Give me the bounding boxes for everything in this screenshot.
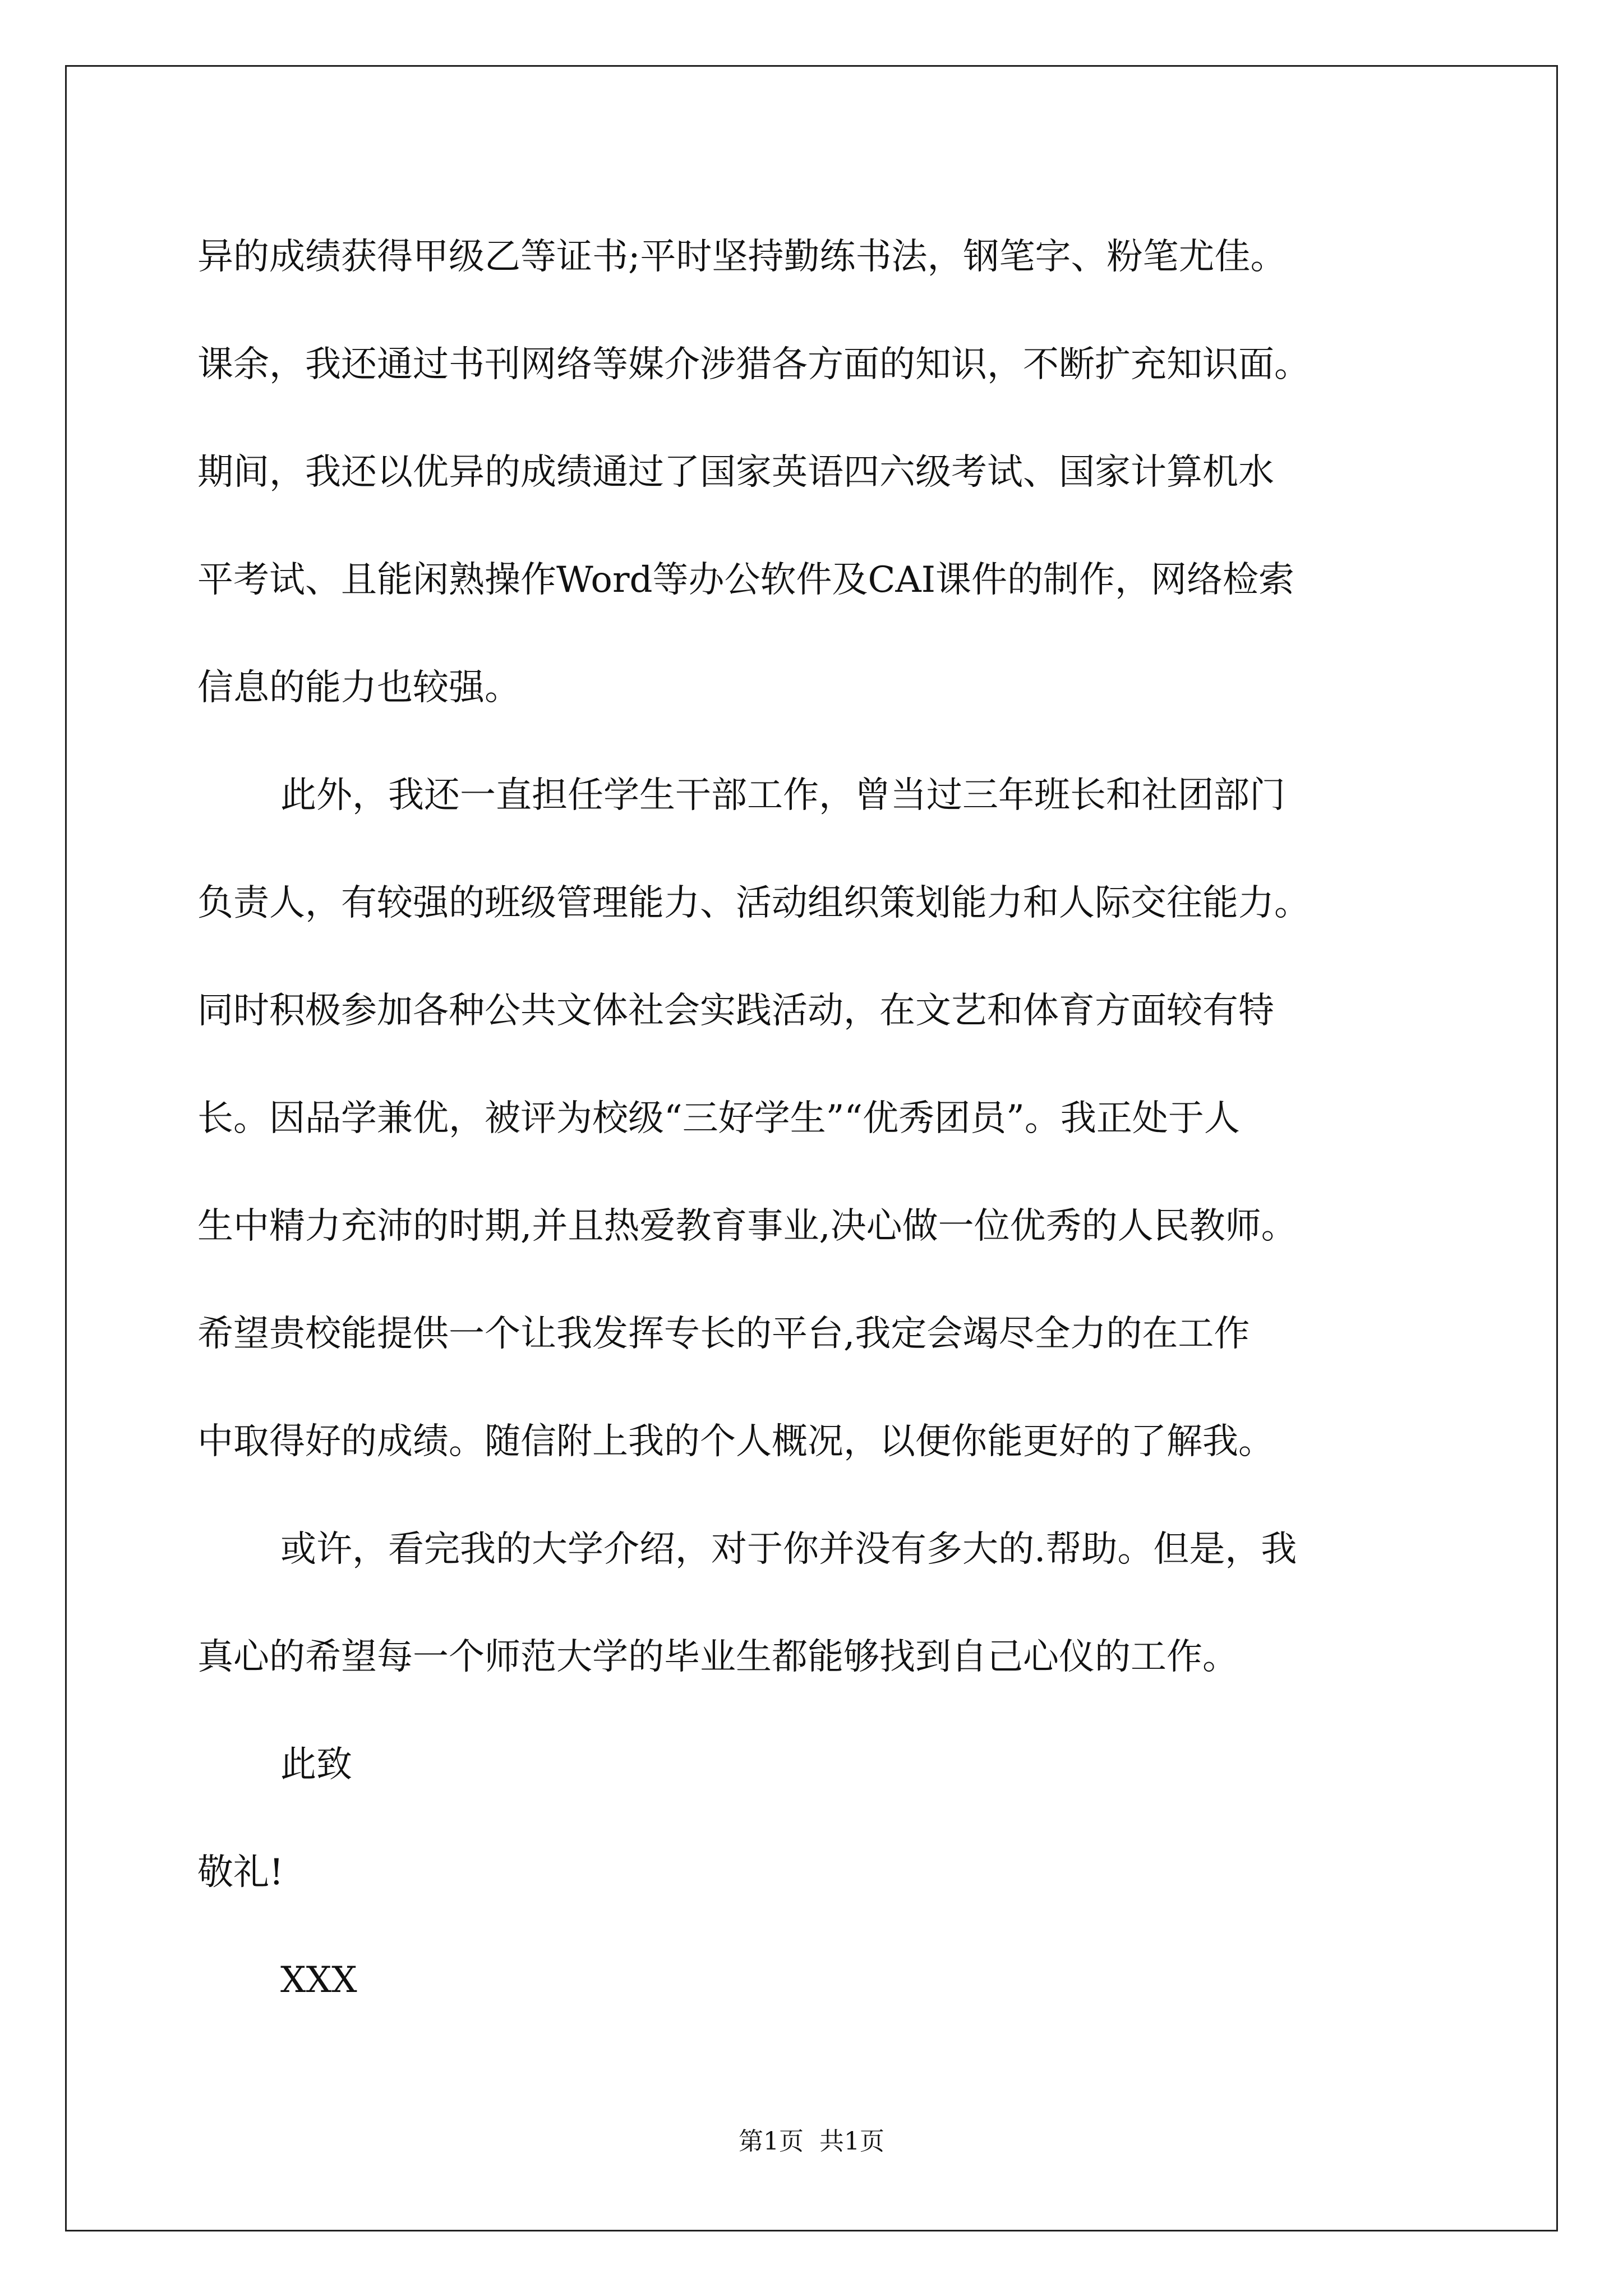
closing-regards: 敬礼! [197,1852,284,1893]
page-border [65,65,1558,2231]
signature: XXX [280,1959,357,2001]
text-line: 长。因品学兼优，被评为校级“三好学生”“优秀团员”。我正处于人 [197,1098,1240,1139]
text-line: 平考试、且能闲熟操作Word等办公软件及CAI课件的制作，网络检索 [197,559,1294,601]
text-line: 信息的能力也较强。 [197,667,520,708]
text-line: 负责人，有较强的班级管理能力、活动组织策划能力和人际交往能力。 [197,882,1310,924]
text-line: 真心的希望每一个师范大学的毕业生都能够找到自己心仪的工作。 [197,1636,1238,1678]
text-line: 同时积极参加各种公共文体社会实践活动，在文艺和体育方面较有特 [197,990,1274,1032]
text-line: 期间，我还以优异的成绩通过了国家英语四六级考试、国家计算机水 [197,452,1274,493]
text-line: 课余，我还通过书刊网络等媒介涉猎各方面的知识，不断扩充知识面。 [197,344,1310,385]
paragraph-first-line: 此外，我还一直担任学生干部工作，曾当过三年班长和社团部门 [280,775,1285,816]
page-number-footer: 第1页 共1页 [739,2127,884,2156]
text-line: 异的成绩获得甲级乙等证书;平时坚持勤练书法，钢笔字、粉笔尤佳。 [197,236,1287,278]
text-line: 中取得好的成绩。随信附上我的个人概况，以便你能更好的了解我。 [197,1421,1274,1462]
text-line: 生中精力充沛的时期,并且热爱教育事业,决心做一位优秀的人民教师。 [197,1205,1297,1247]
closing-salutation: 此致 [280,1744,352,1786]
text-line: 希望贵校能提供一个让我发挥专长的平台,我定会竭尽全力的在工作 [197,1313,1250,1355]
paragraph-first-line: 或许，看完我的大学介绍，对于你并没有多大的.帮助。但是，我 [280,1529,1297,1570]
